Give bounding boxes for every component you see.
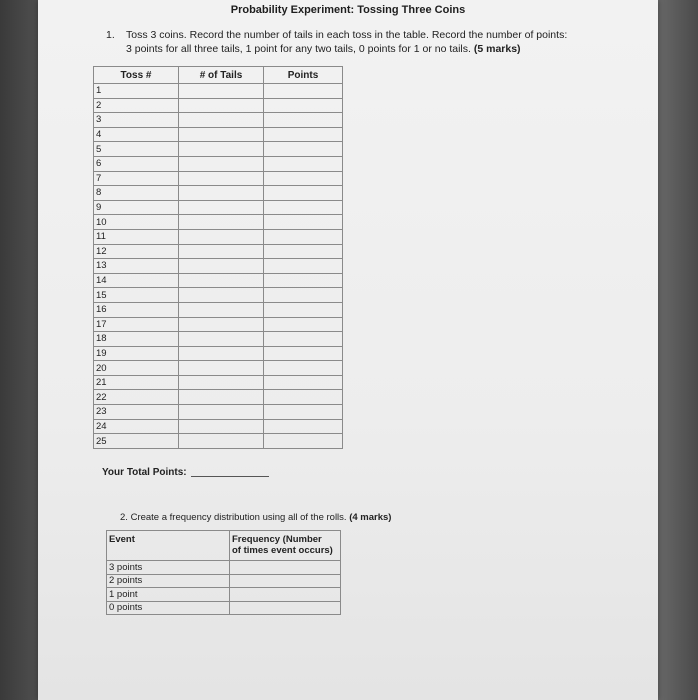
points-cell[interactable] <box>264 98 343 113</box>
toss-number-cell: 10 <box>94 215 179 230</box>
points-cell[interactable] <box>264 156 343 171</box>
table-row <box>94 434 343 449</box>
question-2-marks: (4 marks) <box>349 512 392 523</box>
table-row <box>94 98 343 113</box>
tails-cell[interactable] <box>179 302 264 317</box>
background-left <box>0 0 40 700</box>
toss-number-cell: 13 <box>94 259 179 274</box>
points-cell[interactable] <box>264 302 343 317</box>
toss-number-cell: 22 <box>94 390 179 405</box>
tails-cell[interactable] <box>179 288 264 303</box>
toss-number-cell: 2 <box>94 98 179 113</box>
table-row <box>94 273 343 288</box>
freq-value-cell[interactable] <box>230 561 341 575</box>
tails-cell[interactable] <box>179 346 264 361</box>
freq-event-cell: 3 points <box>107 561 230 575</box>
header-number-of-tails: # of Tails <box>179 67 264 84</box>
toss-number-cell: 23 <box>94 405 179 420</box>
frequency-table <box>106 530 341 615</box>
tails-cell[interactable] <box>179 332 264 347</box>
points-cell[interactable] <box>264 317 343 332</box>
table-row <box>94 390 343 405</box>
points-cell[interactable] <box>264 113 343 128</box>
points-cell[interactable] <box>264 200 343 215</box>
points-cell[interactable] <box>264 288 343 303</box>
header-event: Event <box>107 531 230 561</box>
tails-cell[interactable] <box>179 84 264 99</box>
tails-cell[interactable] <box>179 200 264 215</box>
tails-cell[interactable] <box>179 186 264 201</box>
points-cell[interactable] <box>264 419 343 434</box>
table-row <box>94 332 343 347</box>
tails-cell[interactable] <box>179 215 264 230</box>
points-cell[interactable] <box>264 273 343 288</box>
tails-cell[interactable] <box>179 419 264 434</box>
tails-cell[interactable] <box>179 171 264 186</box>
tails-cell[interactable] <box>179 156 264 171</box>
toss-number-cell: 12 <box>94 244 179 259</box>
freq-event-cell: 2 points <box>107 574 230 588</box>
toss-number-cell: 20 <box>94 361 179 376</box>
table-row <box>94 142 343 157</box>
tails-cell[interactable] <box>179 434 264 449</box>
table-row <box>94 186 343 201</box>
question-1-number: 1. <box>106 29 115 41</box>
table-row <box>94 244 343 259</box>
toss-number-cell: 17 <box>94 317 179 332</box>
tails-cell[interactable] <box>179 229 264 244</box>
tails-cell[interactable] <box>179 142 264 157</box>
toss-number-cell: 21 <box>94 375 179 390</box>
question-1-line-2: 3 points for all three tails, 1 point for any two tails, 0 points for 1 or no tails. <box>126 43 471 55</box>
header-points: Points <box>264 67 343 84</box>
tails-cell[interactable] <box>179 317 264 332</box>
freq-value-cell[interactable] <box>230 601 341 615</box>
toss-number-cell: 9 <box>94 200 179 215</box>
points-cell[interactable] <box>264 171 343 186</box>
table-row <box>94 375 343 390</box>
table-row <box>94 419 343 434</box>
points-cell[interactable] <box>264 229 343 244</box>
tails-cell[interactable] <box>179 244 264 259</box>
tails-cell[interactable] <box>179 361 264 376</box>
tails-cell[interactable] <box>179 390 264 405</box>
points-cell[interactable] <box>264 390 343 405</box>
table-row <box>94 113 343 128</box>
table-row <box>94 361 343 376</box>
toss-number-cell: 6 <box>94 156 179 171</box>
tails-cell[interactable] <box>179 273 264 288</box>
freq-value-cell[interactable] <box>230 588 341 602</box>
question-2 <box>120 512 391 523</box>
question-1-line-1: Toss 3 coins. Record the number of tails in each toss in the table. Record the number of points: <box>126 29 568 41</box>
toss-number-cell: 4 <box>94 127 179 142</box>
toss-number-cell: 1 <box>94 84 179 99</box>
points-cell[interactable] <box>264 127 343 142</box>
toss-number-cell: 15 <box>94 288 179 303</box>
toss-number-cell: 7 <box>94 171 179 186</box>
points-cell[interactable] <box>264 405 343 420</box>
points-cell[interactable] <box>264 332 343 347</box>
header-frequency <box>230 531 341 561</box>
table-row <box>94 288 343 303</box>
points-cell[interactable] <box>264 186 343 201</box>
table-row <box>94 84 343 99</box>
table-row <box>94 405 343 420</box>
tails-cell[interactable] <box>179 113 264 128</box>
table-row <box>94 317 343 332</box>
total-points-blank[interactable] <box>191 476 269 477</box>
points-cell[interactable] <box>264 244 343 259</box>
table-row <box>94 200 343 215</box>
question-2-text: Create a frequency distribution using all of the rolls. <box>130 512 347 523</box>
points-cell[interactable] <box>264 361 343 376</box>
toss-number-cell: 14 <box>94 273 179 288</box>
points-cell[interactable] <box>264 142 343 157</box>
points-cell[interactable] <box>264 259 343 274</box>
header-frequency-line-2: of times event occurs) <box>232 545 333 556</box>
toss-number-cell: 25 <box>94 434 179 449</box>
freq-value-cell[interactable] <box>230 574 341 588</box>
toss-number-cell: 8 <box>94 186 179 201</box>
tails-cell[interactable] <box>179 127 264 142</box>
table-row <box>94 259 343 274</box>
header-frequency-line-1: Frequency (Number <box>232 534 322 545</box>
freq-event-cell: 1 point <box>107 588 230 602</box>
points-cell[interactable] <box>264 215 343 230</box>
toss-number-cell: 18 <box>94 332 179 347</box>
table-row <box>94 229 343 244</box>
toss-number-cell: 19 <box>94 346 179 361</box>
header-toss-number: Toss # <box>94 67 179 84</box>
question-1-marks: (5 marks) <box>473 43 521 55</box>
toss-number-cell: 24 <box>94 419 179 434</box>
background-right <box>656 0 698 700</box>
table-row <box>94 346 343 361</box>
points-cell[interactable] <box>264 434 343 449</box>
table-row <box>94 156 343 171</box>
toss-table <box>93 66 343 449</box>
question-2-number: 2. <box>120 512 128 523</box>
tails-cell[interactable] <box>179 375 264 390</box>
points-cell[interactable] <box>264 84 343 99</box>
table-row <box>94 215 343 230</box>
table-row <box>94 171 343 186</box>
points-cell[interactable] <box>264 346 343 361</box>
worksheet-page <box>38 0 658 700</box>
tails-cell[interactable] <box>179 259 264 274</box>
tails-cell[interactable] <box>179 405 264 420</box>
toss-number-cell: 5 <box>94 142 179 157</box>
table-row <box>94 127 343 142</box>
freq-event-cell: 0 points <box>107 601 230 615</box>
total-points <box>102 467 269 478</box>
table-row <box>94 302 343 317</box>
question-1 <box>106 28 626 56</box>
total-points-label: Your Total Points: <box>102 467 187 478</box>
toss-number-cell: 11 <box>94 229 179 244</box>
points-cell[interactable] <box>264 375 343 390</box>
tails-cell[interactable] <box>179 98 264 113</box>
toss-number-cell: 3 <box>94 113 179 128</box>
page-title: Probability Experiment: Tossing Three Coins <box>230 4 466 16</box>
toss-number-cell: 16 <box>94 302 179 317</box>
